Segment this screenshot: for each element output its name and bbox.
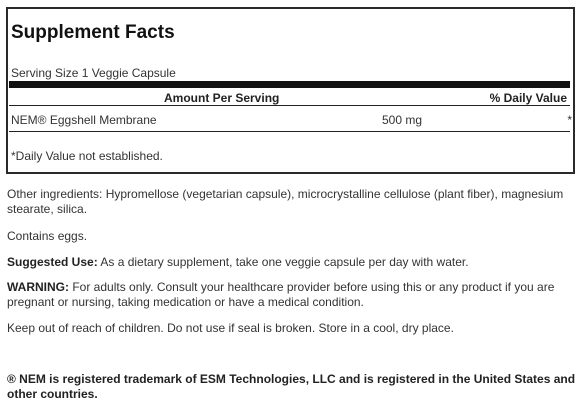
header-divider xyxy=(9,105,570,106)
ingredient-daily-value: * xyxy=(567,113,572,127)
daily-value-header: % Daily Value xyxy=(489,91,567,105)
suggested-use-label: Suggested Use: xyxy=(7,255,98,269)
facts-title: Supplement Facts xyxy=(11,22,175,43)
suggested-use-text: As a dietary supplement, take one veggie capsule per day with water. xyxy=(97,255,469,269)
warning xyxy=(7,280,577,310)
storage-instructions: Keep out of reach of children. Do not use if seal is broken. Store in a cool, dry place. xyxy=(7,321,454,335)
serving-size: Serving Size 1 Veggie Capsule xyxy=(11,66,176,80)
trademark-notice: ® NEM is registered trademark of ESM Technologies, LLC and is registered in the United States and other countries. xyxy=(7,372,576,401)
other-ingredients: Other ingredients: Hypromellose (vegetarian capsule), microcrystalline cellulose (plant fiber), magnesium stearate, silica. xyxy=(7,187,564,216)
ingredient-amount: 500 mg xyxy=(382,113,423,127)
ingredient-name: NEM® Eggshell Membrane xyxy=(11,113,157,127)
thick-divider xyxy=(9,81,570,88)
warning-label: WARNING: xyxy=(7,280,69,294)
suggested-use xyxy=(7,255,577,270)
row-divider xyxy=(9,131,570,132)
amount-per-serving-header: Amount Per Serving xyxy=(164,91,280,105)
facts-header-row xyxy=(9,89,570,105)
allergen-statement: Contains eggs. xyxy=(7,229,88,243)
daily-value-footnote: *Daily Value not established. xyxy=(11,149,163,163)
warning-text: For adults only. Consult your healthcare provider before using this or any product if you are pregnant or nursing, taking medication or have a medical condition. xyxy=(7,280,555,309)
